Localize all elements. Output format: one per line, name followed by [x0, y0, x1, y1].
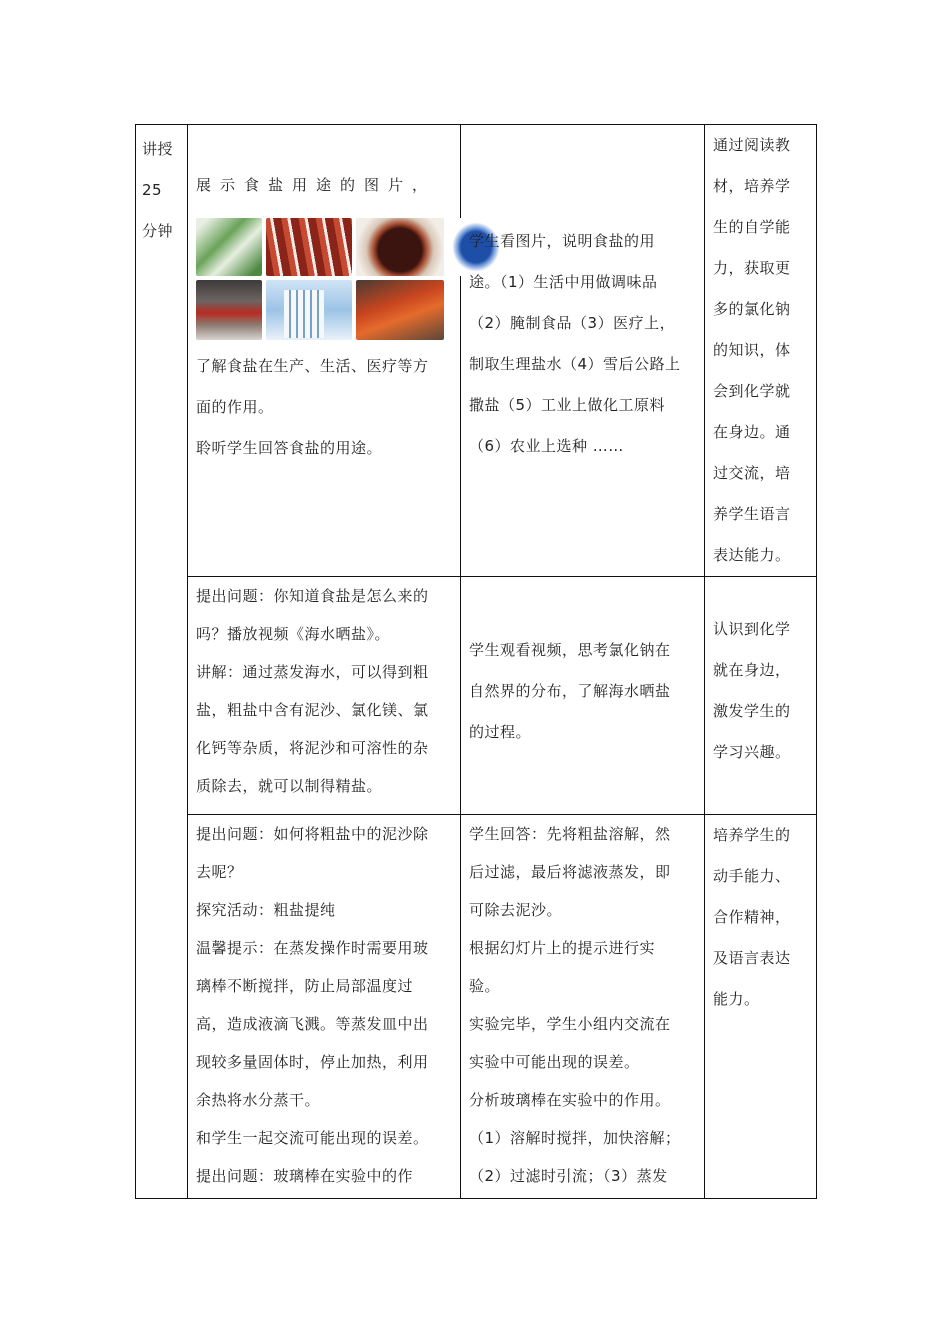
- student-line: 学生看图片，说明食盐的用: [469, 232, 656, 250]
- intent-line: 就在身边，: [713, 661, 791, 679]
- intent-line: 学习兴趣。: [713, 743, 791, 761]
- student-line: 可除去泥沙。: [469, 901, 563, 919]
- teacher-line: 现较多量固体时，停止加热，利用: [196, 1053, 429, 1071]
- teacher-line: 和学生一起交流可能出现的误差。: [196, 1129, 429, 1147]
- farmers-photo: [356, 280, 444, 340]
- design-intent-cell: [705, 577, 817, 815]
- intent-line: 认识到化学: [713, 620, 791, 638]
- student-line: 分析玻璃棒在实验中的作用。: [469, 1091, 671, 1109]
- road-salt-photo: [196, 280, 262, 340]
- teacher-activity-cell: [188, 125, 461, 577]
- table-row: [136, 577, 817, 815]
- student-line: 实验完毕，学生小组内交流在: [469, 1015, 671, 1033]
- teacher-line: 温馨提示：在蒸发操作时需要用玻: [196, 939, 429, 957]
- teacher-line: 探究活动：粗盐提纯: [196, 901, 336, 919]
- teacher-line: 提出问题：玻璃棒在实验中的作: [196, 1167, 414, 1185]
- teacher-activity-cell: [188, 815, 461, 1199]
- teacher-line: 吗？播放视频《海水晒盐》。: [196, 625, 391, 643]
- student-line: 制取生理盐水（4）雪后公路上: [469, 355, 681, 373]
- student-activity-cell: [461, 125, 705, 577]
- design-intent-cell: [705, 815, 817, 1199]
- table-row: [136, 125, 817, 577]
- student-activity-cell: [461, 577, 705, 815]
- teacher-line: 了解食盐在生产、生活、医疗等方: [196, 357, 429, 375]
- teacher-line: 余热将水分蒸干。: [196, 1091, 321, 1109]
- table-row: [136, 815, 817, 1199]
- student-line: 途。（1）生活中用做调味品: [469, 273, 658, 291]
- intent-line: 动手能力、: [713, 867, 791, 885]
- student-activity-cell: [461, 815, 705, 1199]
- design-intent-cell: [705, 125, 817, 577]
- teacher-line: 高，造成液滴飞溅。等蒸发皿中出: [196, 1015, 429, 1033]
- student-line: 学生观看视频，思考氯化钠在: [469, 641, 671, 659]
- factory-photo: [266, 280, 352, 340]
- stage-cell: [136, 125, 188, 1199]
- student-line: 验。: [469, 977, 501, 995]
- intent-line: 材，培养学: [713, 177, 791, 195]
- student-line: 实验中可能出现的误差。: [469, 1053, 640, 1071]
- teacher-line: 化钙等杂质，将泥沙和可溶性的杂: [196, 739, 429, 757]
- cured-meat-photo: [266, 218, 352, 276]
- intent-line: 在身边。通: [713, 423, 791, 441]
- student-line: 的过程。: [469, 723, 532, 741]
- teacher-line: 去呢？: [196, 863, 243, 881]
- intent-line: 合作精神，: [713, 908, 791, 926]
- teacher-line: 提出问题：你知道食盐是怎么来的: [196, 587, 429, 605]
- student-line: 撒盐（5）工业上做化工原料: [469, 396, 666, 414]
- teacher-line: 质除去，就可以制得精盐。: [196, 777, 383, 795]
- teacher-line: 聆听学生回答食盐的用途。: [196, 439, 383, 457]
- stage-label: 讲授: [142, 140, 174, 158]
- intent-line: 过交流，培: [713, 464, 791, 482]
- intent-line: 激发学生的: [713, 702, 791, 720]
- intent-line: 养学生语言: [713, 505, 791, 523]
- teacher-line: 提出问题：如何将粗盐中的泥沙除: [196, 825, 429, 843]
- stage-unit: 分钟: [142, 222, 174, 240]
- intent-line: 的知识，体: [713, 341, 791, 359]
- salt-uses-photos: [196, 218, 506, 340]
- intent-line: 生的自学能: [713, 218, 791, 236]
- intent-line: 通过阅读教: [713, 136, 791, 154]
- student-line: （1）溶解时搅拌，加快溶解；: [469, 1129, 681, 1147]
- student-line: （2）腌制食品（3）医疗上，: [469, 314, 676, 332]
- teacher-activity-cell: [188, 577, 461, 815]
- teacher-heading: 展示食盐用途的图片，: [196, 176, 437, 194]
- intent-line: 多的氯化钠: [713, 300, 791, 318]
- student-line: 根据幻灯片上的提示进行实: [469, 939, 656, 957]
- student-line: 后过滤，最后将滤液蒸发，即: [469, 863, 671, 881]
- intent-line: 培养学生的: [713, 826, 791, 844]
- pickled-food-photo: [356, 218, 444, 276]
- intent-line: 表达能力。: [713, 546, 791, 564]
- intent-line: 及语言表达: [713, 949, 791, 967]
- lesson-plan-table: [135, 124, 817, 1199]
- stage-duration: 25: [142, 181, 163, 199]
- student-line: 自然界的分布，了解海水晒盐: [469, 682, 671, 700]
- intent-line: 会到化学就: [713, 382, 791, 400]
- teacher-line: 盐，粗盐中含有泥沙、氯化镁、氯: [196, 701, 429, 719]
- salt-bags-photo: [196, 218, 262, 276]
- teacher-line: 璃棒不断搅拌，防止局部温度过: [196, 977, 414, 995]
- intent-line: 能力。: [713, 990, 760, 1008]
- student-line: （2）过滤时引流；（3）蒸发: [469, 1167, 668, 1185]
- teacher-line: 面的作用。: [196, 398, 274, 416]
- student-line: （6）农业上选种 ……: [469, 437, 624, 455]
- intent-line: 力，获取更: [713, 259, 791, 277]
- student-line: 学生回答：先将粗盐溶解，然: [469, 825, 671, 843]
- teacher-line: 讲解：通过蒸发海水，可以得到粗: [196, 663, 429, 681]
